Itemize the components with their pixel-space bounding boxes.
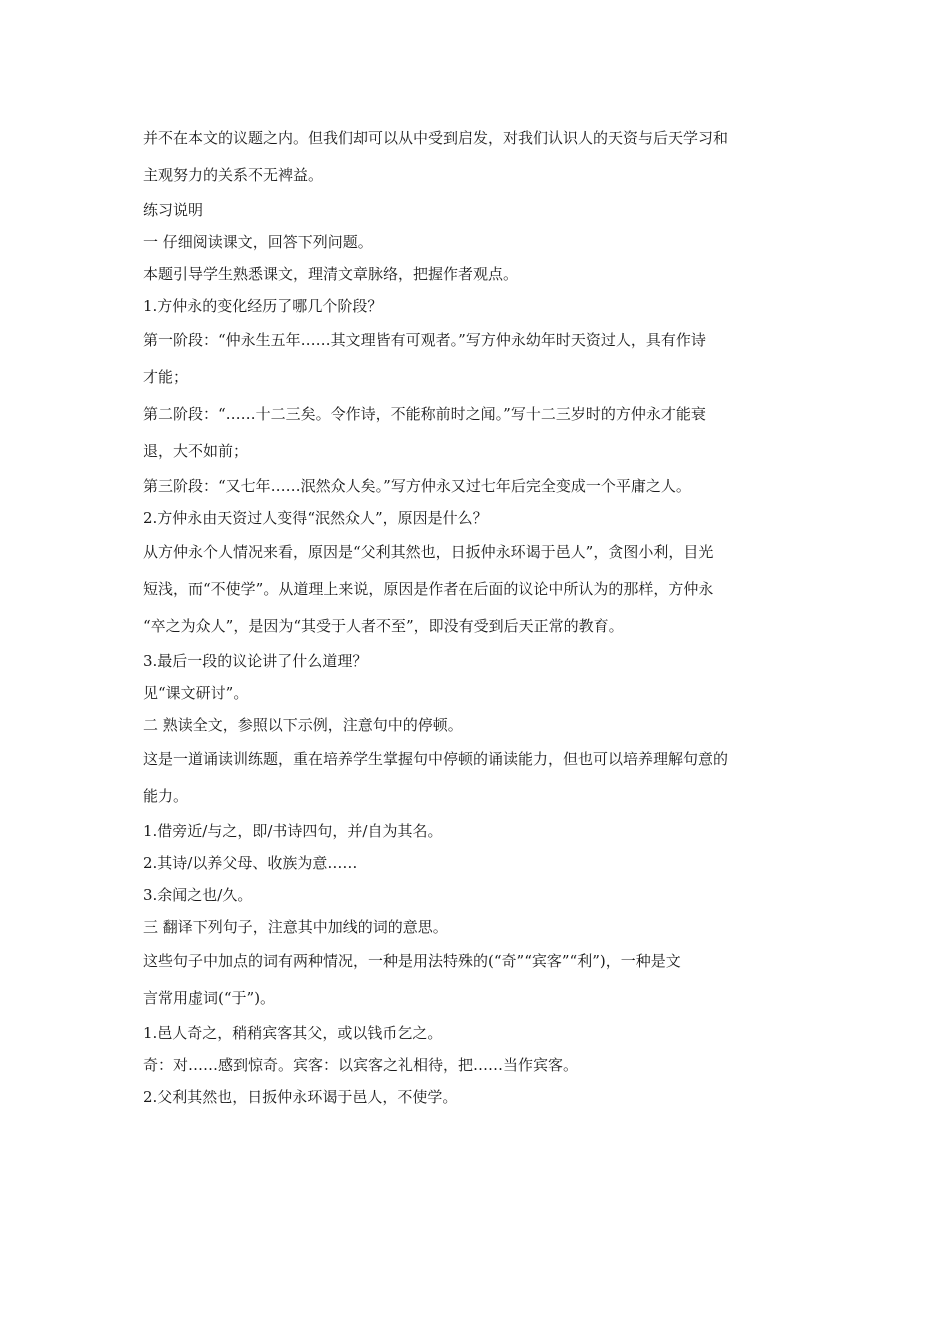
example-line: 2.父利其然也，日扳仲永环谒于邑人，不使学。	[143, 1088, 458, 1106]
paragraph-line: 能力。	[143, 787, 189, 805]
paragraph-line: 第二阶段：“……十二三矣。令作诗，不能称前时之闻。”写十二三岁时的方仲永才能衰	[143, 405, 706, 423]
exercise-heading: 一 仔细阅读课文，回答下列问题。	[143, 233, 373, 251]
example-line: 1.邑人奇之，稍稍宾客其父，或以钱币乞之。	[143, 1024, 443, 1042]
paragraph-line: 从方仲永个人情况来看，原因是“父利其然也，日扳仲永环谒于邑人”，贪图小利，目光	[143, 543, 714, 561]
paragraph-line: “卒之为众人”，是因为“其受于人者不至”，即没有受到后天正常的教育。	[143, 617, 624, 635]
paragraph-line: 这些句子中加点的词有两种情况，一种是用法特殊的(“奇”“宾客”“利”)，一种是文	[143, 952, 681, 970]
paragraph-line: 短浅，而“不使学”。从道理上来说，原因是作者在后面的议论中所认为的那样，方仲永	[143, 580, 714, 598]
paragraph-line: 见“课文研讨”。	[143, 684, 249, 702]
example-line: 1.借旁近/与之，即/书诗四句，并/自为其名。	[143, 822, 443, 840]
exercise-heading: 三 翻译下列句子，注意其中加线的词的意思。	[143, 918, 448, 936]
paragraph-line: 言常用虚词(“于”)。	[143, 989, 276, 1007]
exercise-heading: 二 熟读全文，参照以下示例，注意句中的停顿。	[143, 716, 463, 734]
question-line: 2.方仲永由天资过人变得“泯然众人”，原因是什么？	[143, 509, 488, 527]
paragraph-line: 退，大不如前；	[143, 442, 249, 460]
paragraph-line: 第一阶段：“仲永生五年……其文理皆有可观者。”写方仲永幼年时天资过人，具有作诗	[143, 331, 706, 349]
paragraph-line: 并不在本文的议题之内。但我们却可以从中受到启发，对我们认识人的天资与后天学习和	[143, 129, 729, 147]
section-heading: 练习说明	[143, 201, 204, 219]
document-body	[143, 120, 813, 1113]
question-line: 3.最后一段的议论讲了什么道理？	[143, 652, 368, 670]
question-line: 1.方仲永的变化经历了哪几个阶段？	[143, 297, 383, 315]
paragraph-line: 奇：对……感到惊奇。宾客：以宾客之礼相待，把……当作宾客。	[143, 1056, 579, 1074]
paragraph-line: 本题引导学生熟悉课文，理清文章脉络，把握作者观点。	[143, 265, 519, 283]
paragraph-line: 才能；	[143, 368, 189, 386]
example-line: 2.其诗/以养父母、收族为意……	[143, 854, 358, 872]
paragraph-line: 第三阶段：“又七年……泯然众人矣。”写方仲永又过七年后完全变成一个平庸之人。	[143, 477, 691, 495]
paragraph-line: 这是一道诵读训练题，重在培养学生掌握句中停顿的诵读能力，但也可以培养理解句意的	[143, 750, 729, 768]
example-line: 3.余闻之也/久。	[143, 886, 253, 904]
paragraph-line: 主观努力的关系不无裨益。	[143, 166, 324, 184]
